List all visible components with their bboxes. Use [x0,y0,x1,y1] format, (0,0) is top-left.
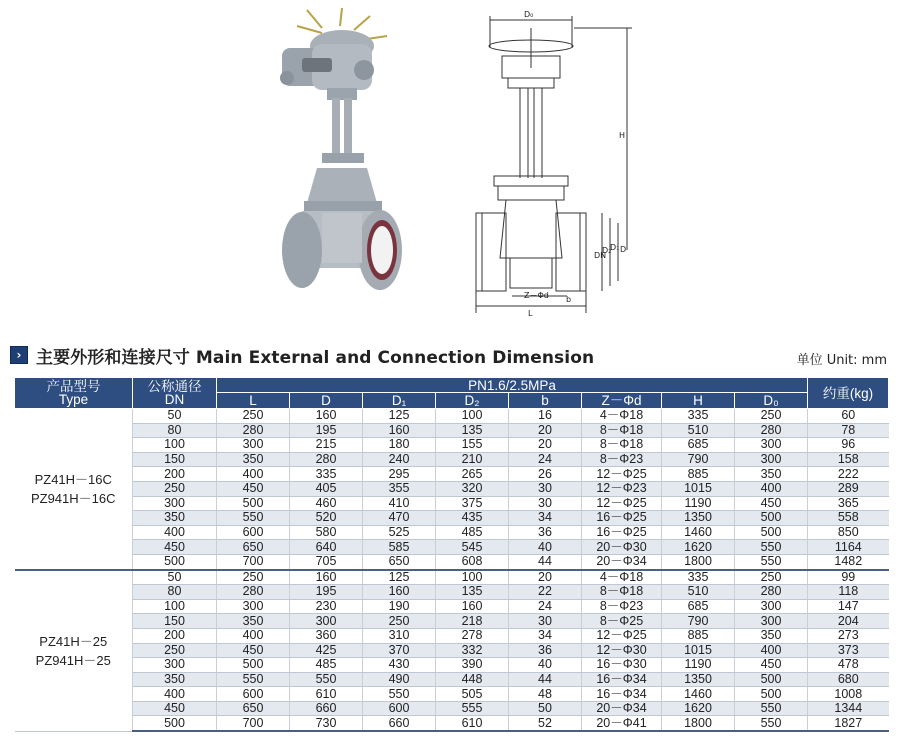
table-cell: 24 [509,599,582,614]
table-cell: 96 [808,438,889,453]
table-cell: 460 [290,496,363,511]
table-cell: 16－Φ30 [582,658,662,673]
table-cell: 885 [662,628,735,643]
table-cell: 40 [509,658,582,673]
table-cell: 510 [662,585,735,600]
table-cell: 500 [735,672,808,687]
table-cell: 1015 [662,481,735,496]
table-cell: 30 [509,614,582,629]
drawing-label: D₂ [602,246,612,255]
table-cell: 100 [436,570,509,585]
table-row [15,628,889,643]
table-cell: 16－Φ25 [582,525,662,540]
table-cell: 16－Φ34 [582,687,662,702]
table-cell: 280 [217,585,290,600]
table-row [15,481,889,496]
table-cell: 405 [290,481,363,496]
table-cell: 1800 [662,716,735,731]
table-cell: 450 [133,701,217,716]
table-cell: 125 [363,409,436,424]
table-cell: 310 [363,628,436,643]
table-cell: 280 [735,423,808,438]
drawing-label: D₀ [524,10,534,19]
column-header: L [217,393,290,409]
table-cell: 250 [133,643,217,658]
table-cell: 350 [735,628,808,643]
table-cell: 16 [509,409,582,424]
table-cell: 350 [133,672,217,687]
table-cell: 790 [662,614,735,629]
model-cell [15,570,133,732]
section-heading [10,345,595,368]
table-cell: 8－Φ18 [582,585,662,600]
table-cell: 375 [436,496,509,511]
drawing-label: D₁ [610,243,620,252]
table-cell: 500 [735,525,808,540]
table-group [15,570,889,732]
table-cell: 8－Φ23 [582,452,662,467]
dimension-drawing [462,8,652,320]
table-cell: 8－Φ18 [582,438,662,453]
column-header: Z－Φd [582,393,662,409]
table-cell: 370 [363,643,436,658]
table-cell: 580 [290,525,363,540]
model-name: PZ941H－16C [30,490,116,506]
table-cell: 705 [290,554,363,569]
table-cell: 350 [217,614,290,629]
table-cell: 450 [217,481,290,496]
table-cell: 280 [217,423,290,438]
table-cell: 558 [808,511,889,526]
table-row [15,554,889,569]
table-cell: 24 [509,452,582,467]
table-cell: 240 [363,452,436,467]
table-cell: 118 [808,585,889,600]
pressure-header: PN1.6/2.5MPa [217,378,808,393]
table-cell: 335 [662,409,735,424]
table-cell: 150 [133,452,217,467]
table-cell: 50 [133,409,217,424]
table-cell: 1800 [662,554,735,569]
table-cell: 230 [290,599,363,614]
table-cell: 1350 [662,511,735,526]
table-cell: 273 [808,628,889,643]
drawing-label: L [528,309,533,318]
table-cell: 550 [735,716,808,731]
table-cell: 650 [363,554,436,569]
table-cell: 520 [290,511,363,526]
table-cell: 36 [509,643,582,658]
table-cell: 400 [735,481,808,496]
table-cell: 545 [436,540,509,555]
table-cell: 210 [436,452,509,467]
table-cell: 300 [735,452,808,467]
table-cell: 550 [217,672,290,687]
model-cell [15,409,133,570]
column-header: H [662,393,735,409]
table-group [15,409,889,570]
table-cell: 550 [290,672,363,687]
table-cell: 373 [808,643,889,658]
table-row [15,467,889,482]
table-cell: 20－Φ30 [582,540,662,555]
table-cell: 400 [133,687,217,702]
table-cell: 147 [808,599,889,614]
table-cell: 485 [436,525,509,540]
table-cell: 478 [808,658,889,673]
table-cell: 155 [436,438,509,453]
table-cell: 610 [290,687,363,702]
table-cell: 20 [509,438,582,453]
table-cell: 610 [436,716,509,731]
type-header: 产品型号 Type [15,378,133,409]
table-cell: 1482 [808,554,889,569]
table-cell: 250 [133,481,217,496]
table-cell: 16－Φ25 [582,511,662,526]
table-cell: 500 [217,496,290,511]
valve-photo [262,8,412,308]
table-row [15,496,889,511]
drawing-label: Z－Φd [524,291,549,300]
table-row [15,511,889,526]
table-cell: 350 [735,467,808,482]
table-row [15,599,889,614]
table-cell: 585 [363,540,436,555]
table-cell: 335 [662,570,735,585]
table-cell: 448 [436,672,509,687]
table-cell: 125 [363,570,436,585]
table-cell: 52 [509,716,582,731]
table-cell: 44 [509,554,582,569]
table-row [15,438,889,453]
table-cell: 250 [735,570,808,585]
table-cell: 390 [436,658,509,673]
table-row [15,409,889,424]
table-cell: 16－Φ34 [582,672,662,687]
table-cell: 160 [290,409,363,424]
table-cell: 650 [217,701,290,716]
table-cell: 608 [436,554,509,569]
table-cell: 550 [363,687,436,702]
table-cell: 450 [735,496,808,511]
table-cell: 790 [662,452,735,467]
table-cell: 300 [133,658,217,673]
table-cell: 150 [133,614,217,629]
table-cell: 1015 [662,643,735,658]
table-cell: 100 [133,599,217,614]
unit-label: 单位 Unit: mm [796,353,887,368]
table-cell: 1164 [808,540,889,555]
table-cell: 8－Φ18 [582,423,662,438]
table-cell: 1190 [662,496,735,511]
table-cell: 222 [808,467,889,482]
table-cell: 550 [735,540,808,555]
table-cell: 30 [509,496,582,511]
table-row [15,570,889,585]
table-cell: 300 [133,496,217,511]
table-cell: 280 [735,585,808,600]
table-cell: 500 [133,716,217,731]
product-images [0,0,899,330]
column-header: D₀ [735,393,808,409]
table-cell: 100 [133,438,217,453]
table-cell: 40 [509,540,582,555]
table-cell: 20 [509,423,582,438]
table-cell: 300 [735,599,808,614]
table-cell: 250 [217,570,290,585]
table-cell: 525 [363,525,436,540]
table-cell: 78 [808,423,889,438]
table-cell: 660 [363,716,436,731]
table-cell: 360 [290,628,363,643]
table-cell: 450 [133,540,217,555]
table-row [15,525,889,540]
table-cell: 1460 [662,687,735,702]
table-cell: 485 [290,658,363,673]
table-cell: 20 [509,570,582,585]
table-cell: 8－Φ23 [582,599,662,614]
table-cell: 12－Φ25 [582,467,662,482]
table-cell: 80 [133,423,217,438]
table-cell: 26 [509,467,582,482]
table-row [15,585,889,600]
table-cell: 350 [217,452,290,467]
dimension-table [14,377,889,732]
table-cell: 680 [808,672,889,687]
table-row [15,701,889,716]
table-cell: 278 [436,628,509,643]
table-cell: 50 [133,570,217,585]
table-cell: 300 [290,614,363,629]
table-row [15,643,889,658]
table-cell: 99 [808,570,889,585]
table-cell: 700 [217,554,290,569]
table-cell: 50 [509,701,582,716]
drawing-label: DN [594,251,607,260]
table-cell: 350 [133,511,217,526]
table-cell: 510 [662,423,735,438]
table-cell: 700 [217,716,290,731]
table-cell: 1350 [662,672,735,687]
table-cell: 490 [363,672,436,687]
table-cell: 400 [217,467,290,482]
table-row [15,614,889,629]
table-cell: 1008 [808,687,889,702]
table-cell: 430 [363,658,436,673]
table-row [15,540,889,555]
table-cell: 365 [808,496,889,511]
table-cell: 550 [735,554,808,569]
table-cell: 410 [363,496,436,511]
table-cell: 1190 [662,658,735,673]
drawing-label: H [619,131,626,140]
table-cell: 204 [808,614,889,629]
table-cell: 300 [735,438,808,453]
table-cell: 1344 [808,701,889,716]
table-cell: 600 [217,525,290,540]
table-cell: 650 [217,540,290,555]
table-cell: 48 [509,687,582,702]
table-cell: 135 [436,585,509,600]
table-cell: 730 [290,716,363,731]
table-cell: 640 [290,540,363,555]
table-row [15,658,889,673]
table-cell: 500 [735,687,808,702]
table-cell: 289 [808,481,889,496]
model-name: PZ41H－25 [39,633,108,649]
table-cell: 20－Φ34 [582,701,662,716]
table-cell: 44 [509,672,582,687]
table-cell: 250 [735,409,808,424]
table-cell: 885 [662,467,735,482]
table-cell: 300 [217,438,290,453]
table-cell: 335 [290,467,363,482]
dn-header: 公称通径 DN [133,378,217,409]
table-cell: 22 [509,585,582,600]
table-cell: 160 [363,423,436,438]
table-cell: 195 [290,585,363,600]
weight-header: 约重(kg) [808,378,889,409]
table-cell: 250 [363,614,436,629]
table-cell: 400 [133,525,217,540]
table-cell: 160 [363,585,436,600]
drawing-label: b [566,295,572,304]
table-cell: 685 [662,438,735,453]
table-cell: 300 [735,614,808,629]
table-cell: 1460 [662,525,735,540]
table-cell: 425 [290,643,363,658]
table-cell: 280 [290,452,363,467]
table-cell: 555 [436,701,509,716]
table-cell: 218 [436,614,509,629]
table-cell: 450 [217,643,290,658]
table-cell: 36 [509,525,582,540]
table-cell: 320 [436,481,509,496]
table-cell: 355 [363,481,436,496]
table-cell: 250 [217,409,290,424]
table-cell: 265 [436,467,509,482]
table-cell: 1620 [662,701,735,716]
column-header: D₂ [436,393,509,409]
table-cell: 190 [363,599,436,614]
table-cell: 1827 [808,716,889,731]
table-cell: 60 [808,409,889,424]
table-cell: 500 [217,658,290,673]
table-cell: 500 [735,511,808,526]
model-name: PZ41H－16C [34,471,112,487]
table-row [15,452,889,467]
table-cell: 158 [808,452,889,467]
table-cell: 80 [133,585,217,600]
table-row [15,687,889,702]
table-cell: 600 [363,701,436,716]
table-cell: 200 [133,628,217,643]
column-header: b [509,393,582,409]
chevron-right-icon: › [10,346,28,364]
table-cell: 195 [290,423,363,438]
table-cell: 600 [217,687,290,702]
column-header: D₁ [363,393,436,409]
table-cell: 12－Φ25 [582,628,662,643]
table-cell: 500 [133,554,217,569]
table-cell: 332 [436,643,509,658]
table-cell: 295 [363,467,436,482]
table-row [15,672,889,687]
table-cell: 400 [217,628,290,643]
table-cell: 12－Φ23 [582,481,662,496]
column-header: D [290,393,363,409]
table-cell: 12－Φ30 [582,643,662,658]
drawing-label: D [620,245,627,254]
table-cell: 4－Φ18 [582,570,662,585]
table-cell: 1620 [662,540,735,555]
table-cell: 300 [217,599,290,614]
table-cell: 550 [217,511,290,526]
table-cell: 685 [662,599,735,614]
table-cell: 100 [436,409,509,424]
table-cell: 435 [436,511,509,526]
table-cell: 30 [509,481,582,496]
table-cell: 34 [509,511,582,526]
table-cell: 400 [735,643,808,658]
table-cell: 505 [436,687,509,702]
model-name: PZ941H－25 [35,652,111,668]
section-title: 主要外形和连接尺寸 Main External and Connection Dimension [36,347,595,368]
table-cell: 4－Φ18 [582,409,662,424]
table-cell: 180 [363,438,436,453]
table-cell: 160 [436,599,509,614]
table-row [15,423,889,438]
table-cell: 470 [363,511,436,526]
table-cell: 660 [290,701,363,716]
table-cell: 450 [735,658,808,673]
table-cell: 12－Φ25 [582,496,662,511]
table-cell: 160 [290,570,363,585]
table-cell: 34 [509,628,582,643]
table-cell: 200 [133,467,217,482]
table-cell: 20－Φ41 [582,716,662,731]
table-cell: 215 [290,438,363,453]
table-cell: 20－Φ34 [582,554,662,569]
table-cell: 550 [735,701,808,716]
table-cell: 8－Φ25 [582,614,662,629]
table-cell: 135 [436,423,509,438]
table-cell: 850 [808,525,889,540]
table-row [15,716,889,731]
